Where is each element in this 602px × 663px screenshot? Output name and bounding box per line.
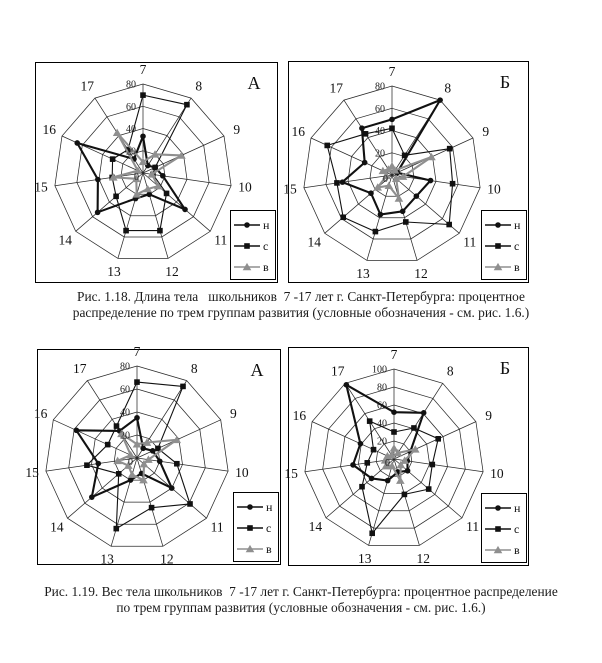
age-label: 7	[139, 62, 147, 77]
data-point-marker	[247, 525, 253, 531]
legend-label: с	[263, 238, 269, 253]
legend-marker-circle-icon	[236, 501, 264, 513]
legend-marker-square-icon	[484, 523, 512, 535]
age-label: 17	[329, 80, 344, 96]
legend-label: н	[514, 500, 521, 515]
data-point-marker	[350, 462, 356, 468]
data-point-marker	[391, 409, 397, 415]
data-point-marker	[134, 379, 140, 385]
data-point-marker	[334, 180, 340, 186]
legend-marker-triangle-icon	[484, 544, 512, 556]
legend-item-н	[236, 496, 278, 517]
legend-marker-square-icon	[236, 522, 264, 534]
age-label: 14	[58, 232, 72, 248]
data-point-marker	[160, 173, 166, 179]
age-label: 10	[238, 179, 252, 195]
age-label: 10	[235, 465, 249, 481]
ring-label: 20	[377, 436, 387, 448]
age-label: 9	[233, 122, 241, 138]
data-point-marker	[447, 146, 453, 152]
age-label: 10	[490, 465, 504, 481]
data-point-marker	[157, 228, 163, 234]
ring-label: 80	[375, 81, 385, 93]
data-point-marker	[414, 193, 420, 199]
age-label: 12	[416, 550, 431, 566]
radar-panel-1-19-b	[284, 347, 529, 566]
data-point-marker	[152, 165, 158, 171]
age-label: 11	[463, 234, 477, 250]
age-label: 16	[33, 406, 48, 421]
age-label: 13	[107, 263, 121, 279]
panel-letter: А	[250, 360, 264, 380]
ring-label: 20	[120, 430, 130, 442]
data-point-marker	[140, 92, 146, 98]
legend-item-с	[484, 518, 526, 539]
caption-line: распределение по трем группам развития (условные обозначения - см. рис. 1.6.)	[72, 305, 530, 320]
data-point-marker	[244, 243, 250, 249]
data-point-marker	[359, 125, 365, 131]
ring-label: 0	[383, 174, 388, 185]
ring-label: 40	[377, 418, 387, 430]
data-point-marker	[368, 190, 374, 196]
data-point-marker	[140, 133, 146, 139]
age-label: 9	[482, 124, 490, 140]
age-label: 14	[308, 519, 323, 535]
data-point-marker	[359, 484, 365, 490]
data-point-marker	[74, 427, 80, 433]
age-label: 11	[466, 519, 480, 535]
data-point-marker	[89, 494, 95, 500]
age-label: 15	[25, 465, 39, 481]
ring-label: 0	[128, 457, 133, 468]
ring-label: 80	[377, 382, 387, 394]
data-point-marker	[114, 423, 120, 429]
legend-label: в	[266, 541, 272, 556]
figure-caption-1-19	[0, 584, 602, 616]
data-point-marker	[184, 102, 190, 108]
age-label: 17	[72, 360, 87, 376]
age-label: 7	[390, 347, 398, 362]
caption-line: Рис. 1.18. Длина тела школьников 7 -17 лет г. Санкт-Петербурга: процентное	[77, 289, 525, 304]
legend-label: н	[514, 217, 521, 232]
legend-label: в	[263, 259, 269, 274]
legend	[230, 210, 276, 280]
data-point-marker	[113, 129, 122, 136]
data-point-marker	[495, 526, 501, 532]
panel-letter: Б	[499, 72, 511, 92]
data-point-marker	[450, 181, 456, 187]
legend-item-с	[236, 517, 278, 538]
data-point-marker	[446, 222, 452, 228]
data-point-marker	[495, 505, 501, 511]
ring-label: 60	[120, 384, 130, 396]
legend-item-н	[484, 214, 526, 235]
data-point-marker	[113, 194, 119, 200]
legend-marker-circle-icon	[484, 502, 512, 514]
legend	[481, 493, 527, 563]
data-point-marker	[385, 478, 391, 484]
legend-item-н	[484, 497, 526, 518]
legend-label: н	[263, 217, 270, 232]
data-point-marker	[403, 219, 409, 225]
legend-marker-triangle-icon	[233, 261, 261, 273]
data-point-marker	[95, 210, 101, 216]
data-point-marker	[95, 177, 101, 183]
data-point-marker	[363, 131, 369, 137]
panel-letter: Б	[499, 358, 511, 378]
ring-label: 40	[126, 124, 136, 135]
data-point-marker	[110, 156, 116, 162]
legend-item-с	[233, 235, 275, 256]
data-point-marker	[430, 462, 436, 468]
legend-label: в	[514, 259, 520, 274]
legend-marker-circle-icon	[233, 219, 261, 231]
legend-label: с	[514, 521, 520, 536]
data-point-marker	[174, 461, 180, 467]
ring-label: 60	[375, 103, 385, 115]
data-point-marker	[180, 384, 186, 390]
legend-label: с	[266, 520, 272, 535]
age-label: 15	[283, 181, 297, 197]
legend-marker-triangle-icon	[484, 261, 512, 273]
ring-label: 20	[126, 146, 136, 158]
legend-item-в	[236, 538, 278, 559]
age-label: 8	[444, 80, 452, 96]
data-point-marker	[495, 243, 501, 249]
data-point-marker	[367, 418, 373, 424]
data-point-marker	[362, 160, 368, 166]
data-point-marker	[128, 470, 137, 477]
data-point-marker	[140, 446, 146, 452]
age-label: 9	[230, 406, 237, 421]
figure-caption-1-18	[0, 289, 602, 321]
age-label: 14	[50, 519, 64, 535]
legend-marker-square-icon	[484, 240, 512, 252]
age-label: 13	[356, 265, 370, 281]
data-point-marker	[84, 462, 90, 468]
age-label: 7	[133, 344, 141, 359]
data-point-marker	[146, 192, 152, 198]
data-point-marker	[364, 460, 370, 466]
data-point-marker	[396, 476, 405, 483]
age-label: 16	[291, 124, 306, 140]
data-point-marker	[391, 429, 397, 435]
age-label: 8	[446, 363, 454, 379]
data-point-marker	[421, 410, 427, 416]
data-point-marker	[150, 448, 156, 454]
caption-line: Рис. 1.19. Вес тела школьников 7 -17 лет г. Санкт-Петербурга: процентное распределение	[44, 584, 558, 599]
legend-label: с	[514, 238, 520, 253]
data-point-marker	[405, 468, 411, 474]
data-point-marker	[164, 191, 170, 197]
data-point-marker	[187, 501, 193, 507]
data-point-marker	[128, 477, 134, 483]
legend-item-н	[233, 214, 275, 235]
legend-marker-circle-icon	[484, 219, 512, 231]
data-point-marker	[182, 207, 188, 213]
data-point-marker	[340, 214, 346, 220]
radar-panel-1-18-a	[35, 62, 278, 283]
data-point-marker	[344, 382, 350, 388]
data-point-marker	[378, 212, 384, 218]
legend-marker-square-icon	[233, 240, 261, 252]
age-label: 17	[80, 78, 95, 94]
age-label: 11	[214, 232, 228, 248]
data-point-marker	[358, 441, 364, 447]
ring-label: 80	[120, 361, 130, 373]
data-point-marker	[149, 505, 155, 511]
data-point-marker	[373, 229, 379, 235]
legend-label: в	[514, 542, 520, 557]
grid-spoke	[305, 459, 394, 472]
ring-label: 40	[120, 407, 130, 419]
data-point-marker	[402, 492, 408, 498]
ring-label: 40	[375, 126, 385, 137]
legend	[481, 210, 527, 280]
data-point-marker	[157, 458, 163, 464]
data-point-marker	[371, 447, 377, 453]
data-point-marker	[369, 476, 375, 482]
caption-line: по трем группам развития (условные обозначения - см. рис. 1.6.)	[116, 600, 486, 615]
data-point-marker	[123, 228, 129, 234]
radar-panel-1-19-a	[25, 344, 281, 567]
age-label: 15	[34, 179, 48, 195]
data-point-marker	[389, 117, 395, 123]
ring-label: 60	[126, 101, 136, 113]
legend-item-в	[484, 539, 526, 560]
ring-label: 60	[377, 400, 387, 412]
age-label: 11	[210, 519, 224, 535]
age-label: 12	[160, 551, 174, 567]
data-point-marker	[116, 471, 122, 477]
panel-letter: А	[247, 73, 261, 93]
data-point-marker	[134, 415, 140, 421]
legend-item-в	[484, 256, 526, 277]
age-label: 15	[284, 465, 298, 481]
data-point-marker	[428, 178, 434, 184]
age-label: 16	[42, 122, 57, 138]
legend-marker-triangle-icon	[236, 543, 264, 555]
age-label: 8	[195, 78, 203, 94]
age-label: 14	[307, 234, 321, 250]
data-point-marker	[113, 526, 119, 532]
age-label: 12	[165, 263, 179, 279]
legend-label: н	[266, 499, 273, 514]
age-label: 8	[190, 360, 198, 376]
data-point-marker	[437, 97, 443, 103]
data-point-marker	[495, 222, 501, 228]
ring-label: 20	[375, 148, 385, 160]
age-label: 7	[388, 64, 396, 79]
ring-label: 0	[385, 458, 390, 469]
legend	[233, 492, 279, 562]
data-point-marker	[389, 125, 395, 131]
data-point-marker	[400, 208, 406, 214]
radar-panel-1-18-b	[283, 61, 529, 283]
age-label: 13	[357, 550, 372, 566]
age-label: 17	[331, 363, 345, 379]
data-point-marker	[74, 140, 80, 146]
age-label: 9	[485, 407, 492, 423]
legend-item-в	[233, 256, 275, 277]
data-point-marker	[411, 425, 417, 431]
data-point-marker	[426, 486, 432, 492]
data-point-marker	[340, 179, 346, 185]
age-label: 10	[487, 181, 501, 197]
data-point-marker	[169, 485, 175, 491]
data-point-marker	[324, 143, 330, 149]
ring-label: 0	[134, 172, 139, 183]
age-label: 12	[414, 265, 428, 281]
data-point-marker	[427, 153, 436, 160]
age-label: 13	[100, 551, 114, 567]
age-label: 16	[292, 407, 307, 423]
data-point-marker	[435, 436, 441, 442]
data-point-marker	[244, 222, 250, 228]
ring-label: 100	[372, 364, 387, 376]
data-point-marker	[95, 461, 101, 467]
data-point-marker	[105, 442, 111, 448]
data-point-marker	[247, 504, 253, 510]
legend-item-с	[484, 235, 526, 256]
ring-label: 80	[126, 79, 136, 91]
data-point-marker	[369, 530, 375, 536]
